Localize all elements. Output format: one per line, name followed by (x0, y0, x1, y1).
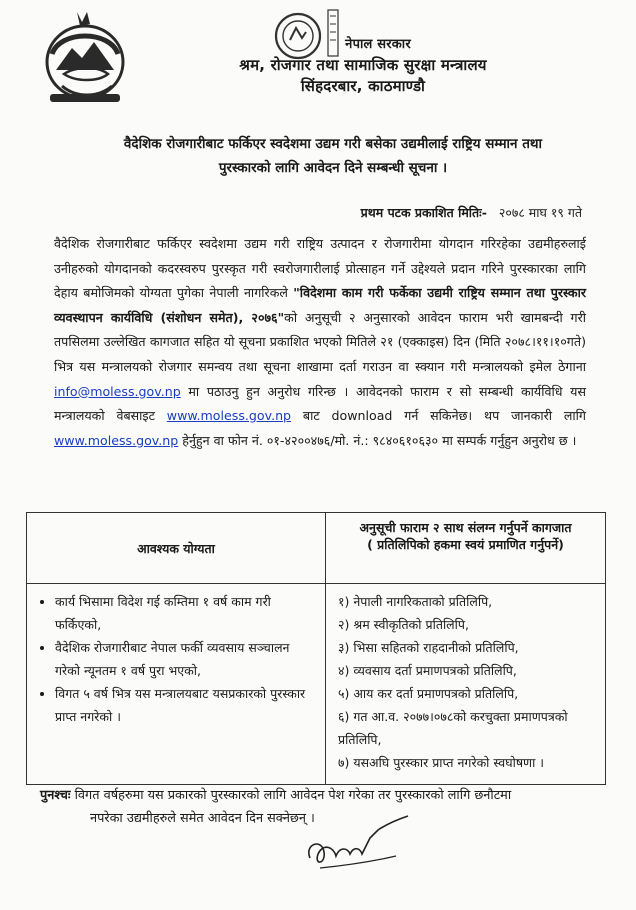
table-header-row (27, 513, 606, 584)
body-text-4: बाट download गर्न सकिनेछ। थप जानकारी लागि (291, 408, 586, 424)
ministry-name: श्रम, रोजगार तथा सामाजिक सुरक्षा मन्त्रालय (239, 56, 487, 74)
qualification-list (27, 584, 326, 785)
document-list (326, 584, 606, 785)
document-item: ६) गत आ.व. २०७७।०७८को करचुक्ता प्रमाणपत्रको प्रतिलिपि, (338, 709, 568, 747)
body-text-3: मा पठाउनु हुन अनुरोध गरिन्छ । आवेदनको फाराम र सो सम्बन्धी कार्यविधि यस मन्त्रालयको वेबसाइट (54, 383, 586, 424)
publish-date-label: प्रथम पटक प्रकाशित मितिः- (360, 205, 487, 220)
postscript-label: पुनश्चः (40, 788, 71, 803)
nepal-emblem-icon (42, 8, 128, 106)
requirements-table (26, 512, 606, 785)
document-item: ४) व्यवसाय दर्ता प्रमाणपत्रको प्रतिलिपि, (338, 663, 517, 678)
signature-icon (300, 808, 410, 878)
publish-date-value: २०७८ माघ १९ गते (498, 205, 582, 220)
notice-body (54, 232, 586, 453)
body-text-1: वैदेशिक रोजगारीबाट फर्किएर स्वदेशमा उद्यम गरी राष्ट्रिय उत्पादन र रोजगारीमा योगदान गरिरहेका उद्यमीहरुलाई उनीहरुको योगदानको कदरस्वरुप पुरस्कृत गरी स्वरोजगारीलाई प्रोत्साहन गर्ने उद्देश्यले प्रदान गरिने पुरस्कारका लागि देहाय बमोजिमको योग्यता पुगेका नेपाली नागरिकले (54, 236, 586, 301)
table-row (27, 584, 606, 785)
qualification-header: आवश्यक योग्यता (27, 513, 326, 584)
document-item: ७) यसअघि पुरस्कार प्राप्त नगरेको स्वघोषणा । (338, 755, 545, 770)
document-item: २) श्रम स्वीकृतिको प्रतिलिपि, (338, 617, 469, 632)
letterhead (150, 34, 576, 97)
website-link[interactable]: www.moless.gov.np (166, 408, 292, 424)
qualification-item: • वैदेशिक रोजगारीबाट नेपाल फर्की व्यवसाय सञ्चालन गरेको न्यूनतम १ वर्ष पुरा भएको, (55, 636, 315, 682)
document-item: ३) भिसा सहितको राहदानीको प्रतिलिपि, (338, 640, 519, 655)
ministry-address: सिंहदरबार, काठमाण्डौ (300, 77, 426, 95)
postscript-line2: नपरेका उद्यमीहरुले समेत आवेदन दिन सक्नेछन् । (90, 811, 315, 826)
notice-title-line2: पुरस्कारको लागि आवेदन दिने सम्बन्धी सूचना । (218, 160, 448, 176)
postscript-line1: विगत वर्षहरुमा यस प्रकारको पुरस्कारको लागि आवेदन पेश गरेका तर पुरस्कारको लागि छनौटमा (74, 788, 512, 803)
body-text-2: को अनुसूची २ अनुसारको आवेदन फाराम भरी खामबन्दी गरी तपसिलमा उल्लेखित कागजात सहित यो सूचना प्रकाशित भएको मितिले २१ (एक्काइस) दिन (मिति २०७८।११।१०गते) भित्र यस मन्त्रालयको रोजगार समन्वय तथा सूचना शाखामा दर्ता गराउन वा स्क्यान गरी मन्त्रालयको इमेल ठेगाना (54, 309, 586, 374)
procedure-name: "विदेशमा काम गरी फर्केका उद्यमी राष्ट्रिय सम्मान तथा पुरस्कार व्यवस्थापन कार्यविधि (संशोधन समेत), २०७६" (54, 285, 586, 325)
document-item: १) नेपाली नागरिकताको प्रतिलिपि, (338, 594, 493, 609)
notice-title-line1: वैदेशिक रोजगारीबाट फर्किएर स्वदेशमा उद्यम गरी बसेका उद्यमीलाई राष्ट्रिय सम्मान तथा (123, 136, 543, 152)
qualification-item: • कार्य भिसामा विदेश गई कम्तिमा १ वर्ष काम गरी फर्किएको, (55, 590, 315, 636)
email-link[interactable]: info@moless.gov.np (54, 383, 181, 399)
document-item: ५) आय कर दर्ता प्रमाणपत्रको प्रतिलिपि, (338, 686, 519, 701)
publish-date (361, 204, 582, 221)
website-link-2[interactable]: www.moless.gov.np (54, 432, 179, 448)
documents-header: अनुसूची फाराम २ साथ संलग्न गर्नुपर्ने कागजात ( प्रतिलिपिको हकमा स्वयं प्रमाणित गर्नुपर्ने) (326, 513, 606, 584)
office-name: नेपाल सरकार (345, 37, 411, 52)
body-text-5: हेर्नुहुन वा फोन नं. ०१-४२००४७६/मो. नं.: ९८४०६१०६३० मा सम्पर्क गर्नुहुन अनुरोध छ । (178, 432, 577, 448)
qualification-item: • विगत ५ वर्ष भित्र यस मन्त्रालयबाट यसप्रकारको पुरस्कार प्राप्त नगरेको । (55, 682, 315, 728)
notice-title (90, 132, 576, 180)
